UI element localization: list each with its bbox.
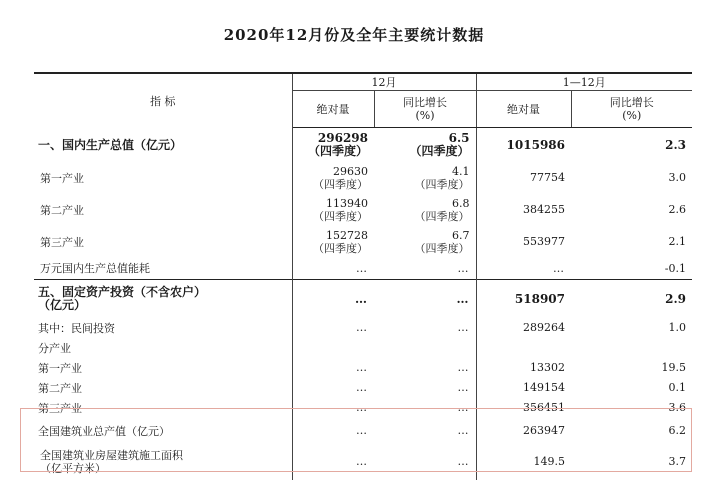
year-absolute-cell: 553977 bbox=[476, 226, 571, 258]
dec-yoy-cell: … bbox=[457, 261, 470, 275]
year-yoy-cell: 0.1 bbox=[668, 381, 686, 394]
row-label: 第三产业 bbox=[40, 235, 84, 249]
table-row bbox=[34, 280, 692, 318]
year-yoy-cell: 3.7 bbox=[668, 455, 686, 468]
dec-absolute-cell: 113940 （四季度） bbox=[292, 194, 374, 226]
header-dec-absolute: 绝对量 bbox=[292, 91, 374, 128]
year-absolute-cell: … bbox=[476, 258, 571, 280]
year-yoy-cell: 2.9 bbox=[571, 280, 692, 318]
year-yoy-cell: 1.0 bbox=[668, 321, 686, 334]
row-label: 其中：民间投资 bbox=[38, 321, 115, 335]
year-yoy-cell: 2.3 bbox=[665, 137, 686, 152]
header-year-absolute: 绝对量 bbox=[476, 91, 571, 128]
year-yoy-cell: 3.0 bbox=[668, 171, 686, 184]
year-absolute-cell: 518907 bbox=[476, 280, 571, 318]
table-row bbox=[34, 418, 692, 444]
year-absolute-cell: 149154 bbox=[476, 378, 571, 398]
table-row bbox=[34, 338, 692, 358]
dec-yoy-cell: … bbox=[457, 455, 470, 468]
table-row bbox=[34, 318, 692, 338]
table-row bbox=[34, 358, 692, 378]
header-dec-yoy: 同比增长 (%) bbox=[374, 91, 476, 128]
dec-absolute-cell: 152728 （四季度） bbox=[292, 226, 374, 258]
dec-absolute-cell: … bbox=[292, 280, 374, 318]
header-group-jan-dec: 1—12月 bbox=[476, 73, 692, 91]
table-row bbox=[34, 194, 692, 226]
year-absolute-cell: 356451 bbox=[476, 398, 571, 418]
table-row bbox=[34, 378, 692, 398]
dec-absolute-cell bbox=[292, 338, 374, 358]
row-label: 第一产业 bbox=[38, 361, 82, 375]
dec-absolute-cell: 29630 （四季度） bbox=[292, 162, 374, 194]
row-label: 万元国内生产总值能耗 bbox=[40, 262, 150, 276]
year-absolute-cell: 289264 bbox=[476, 318, 571, 338]
dec-yoy-cell: … bbox=[457, 361, 470, 374]
year-yoy-cell: 6.2 bbox=[668, 424, 686, 437]
year-absolute-cell: 1015986 bbox=[476, 128, 571, 162]
page-title: 2020年12月份及全年主要统计数据 bbox=[223, 26, 485, 44]
dec-absolute-cell: … bbox=[292, 358, 374, 378]
year-yoy-cell: 2.6 bbox=[668, 203, 686, 216]
statistics-table bbox=[34, 72, 692, 480]
dec-yoy-cell: 6.5 （四季度） bbox=[409, 130, 470, 158]
year-absolute-cell: 149.5 bbox=[476, 444, 571, 480]
year-yoy-cell: 19.5 bbox=[661, 361, 686, 374]
dec-yoy-cell bbox=[374, 338, 476, 358]
dec-yoy-cell: 4.1 （四季度） bbox=[414, 164, 470, 191]
table-row bbox=[34, 128, 692, 162]
dec-yoy-cell: … bbox=[457, 424, 470, 437]
dec-absolute-cell: … bbox=[292, 378, 374, 398]
row-label: 全国建筑业总产值（亿元） bbox=[38, 424, 170, 438]
dec-absolute-cell: … bbox=[292, 398, 374, 418]
header-year-yoy: 同比增长 (%) bbox=[571, 91, 692, 128]
dec-yoy-cell: … bbox=[457, 401, 470, 414]
row-label: 分产业 bbox=[38, 341, 71, 355]
table-row bbox=[34, 162, 692, 194]
year-absolute-cell: 13302 bbox=[476, 358, 571, 378]
dec-absolute-cell: … bbox=[292, 258, 374, 280]
row-label: 第二产业 bbox=[38, 381, 82, 395]
row-label: 全国建筑业房屋建筑施工面积 （亿平方米） bbox=[40, 448, 183, 475]
row-label: 五、固定资产投资（不含农户） （亿元） bbox=[34, 280, 292, 318]
table-row bbox=[34, 398, 692, 418]
dec-absolute-cell: … bbox=[292, 318, 374, 338]
dec-yoy-cell: … bbox=[457, 381, 470, 394]
dec-absolute-cell: 296298 （四季度） bbox=[292, 128, 374, 162]
year-yoy-cell: 3.6 bbox=[668, 401, 686, 414]
table-row bbox=[34, 258, 692, 280]
dec-absolute-cell: … bbox=[292, 444, 374, 480]
dec-yoy-cell: … bbox=[374, 280, 476, 318]
dec-yoy-cell: 6.7 （四季度） bbox=[414, 228, 470, 255]
year-yoy-cell bbox=[571, 338, 692, 358]
dec-yoy-cell: 6.8 （四季度） bbox=[414, 196, 470, 223]
year-yoy-cell: -0.1 bbox=[664, 261, 686, 275]
dec-absolute-cell: … bbox=[292, 418, 374, 444]
year-absolute-cell: 263947 bbox=[476, 418, 571, 444]
header-group-december: 12月 bbox=[292, 73, 476, 91]
row-label: 第二产业 bbox=[40, 203, 84, 217]
dec-yoy-cell: … bbox=[457, 321, 470, 334]
year-absolute-cell bbox=[476, 338, 571, 358]
row-label: 第三产业 bbox=[38, 401, 82, 415]
year-absolute-cell: 77754 bbox=[476, 162, 571, 194]
table-row bbox=[34, 226, 692, 258]
row-label: 第一产业 bbox=[40, 171, 84, 185]
row-label: 一、国内生产总值（亿元） bbox=[38, 138, 183, 152]
table-row bbox=[34, 444, 692, 480]
year-absolute-cell: 384255 bbox=[476, 194, 571, 226]
header-indicator: 指 标 bbox=[34, 73, 292, 128]
year-yoy-cell: 2.1 bbox=[668, 235, 686, 248]
